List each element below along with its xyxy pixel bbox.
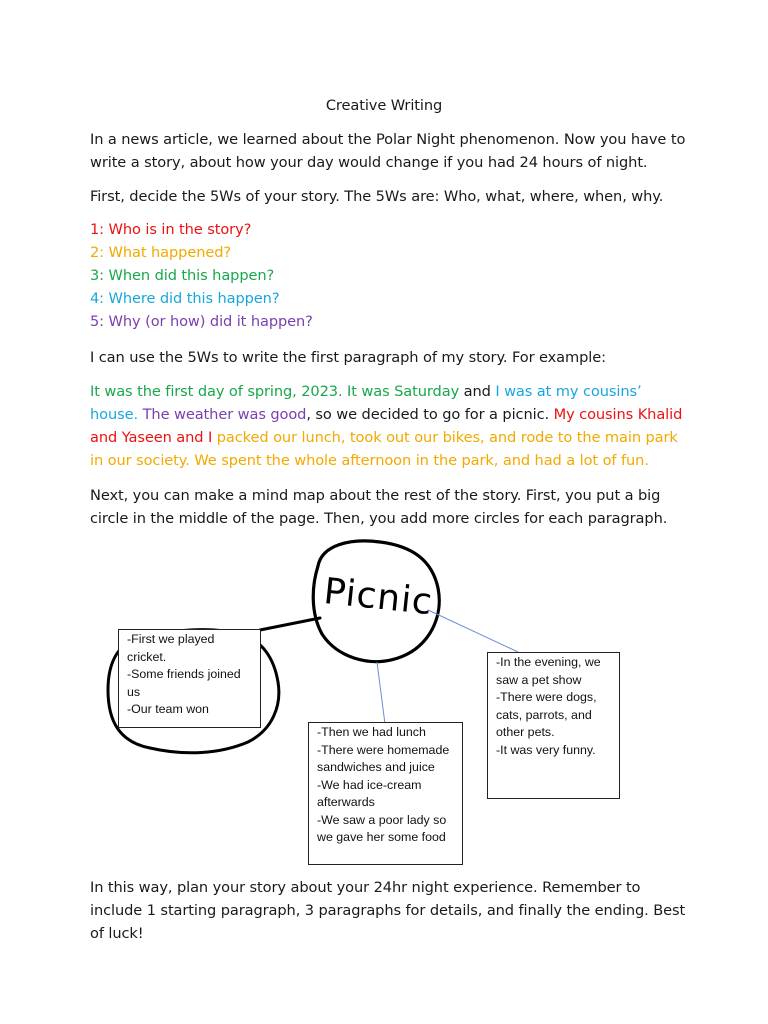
example-what: packed our lunch, took out our bikes, and rode to the main park in our society. We spent the whole afternoon in the park, and had a lot of fun. [90, 429, 678, 469]
example-lead: I can use the 5Ws to write the first paragraph of my story. For example: [90, 349, 606, 366]
note-box-middle [308, 722, 463, 865]
note-box-left [118, 629, 261, 728]
five-ws-item-what: 2: What happened? [90, 244, 232, 261]
five-ws-item-where: 4: Where did this happen? [90, 290, 280, 307]
closing-paragraph: In this way, plan your story about your 24hr night experience. Remember to include 1 starting paragraph, 3 paragraphs for details, and finally the ending. Best of luck! [90, 879, 686, 942]
example-text: , so we decided to go for a picnic. [306, 406, 554, 423]
note-box-right [487, 652, 620, 799]
five-ws-item-why: 5: Why (or how) did it happen? [90, 313, 313, 330]
example-where: I was at my cousins’ house. [90, 383, 642, 423]
five-ws-instruction: First, decide the 5Ws of your story. The 5Ws are: Who, what, where, when, why. [90, 188, 664, 205]
note-right-text: -In the evening, we saw a pet show -There were dogs, cats, parrots, and other pets. -It was very funny. [496, 655, 601, 757]
mindmap-instruction: Next, you can make a mind map about the rest of the story. First, you put a big circle in the middle of the page. Then, you add more circles for each paragraph. [90, 487, 668, 527]
example-who: My cousins Khalid and Yaseen and I [90, 406, 683, 446]
five-ws-item-when: 3: When did this happen? [90, 267, 275, 284]
five-ws-item-who: 1: Who is in the story? [90, 221, 252, 238]
note-middle-text: -Then we had lunch -There were homemade sandwiches and juice -We had ice-cream afterwards -We saw a poor lady so we gave her some food [317, 725, 450, 844]
example-text: and [459, 383, 496, 400]
page-title: Creative Writing [325, 97, 443, 114]
center-topic: Picnic [321, 571, 435, 624]
example-why: The weather was good [142, 406, 307, 423]
left-link [260, 618, 320, 630]
note-left-text: -First we played cricket. -Some friends joined us -Our team won [127, 632, 241, 716]
intro-paragraph: In a news article, we learned about the Polar Night phenomenon. Now you have to write a story, about how your day would change if you had 24 hours of night. [90, 131, 686, 171]
middle-link [377, 662, 385, 724]
example-when: It was the first day of spring, 2023. It was Saturday [90, 383, 460, 400]
